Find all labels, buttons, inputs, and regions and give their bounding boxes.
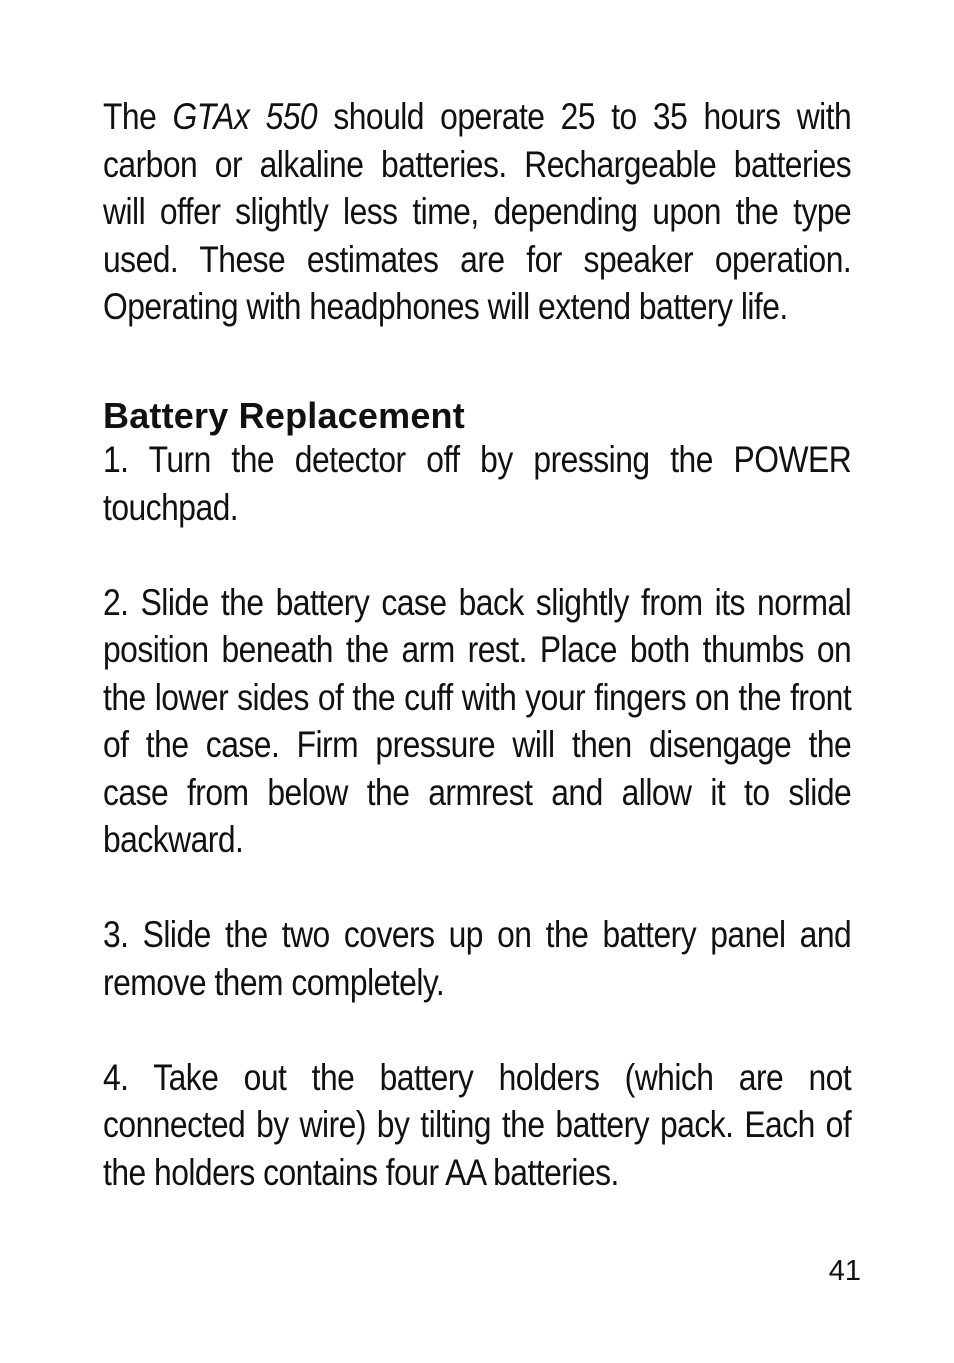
step-4: 4. Take out the battery holders (which are not connected by wire) by tilting the battery pack. Each of the holders contains four AA batteries. (103, 1056, 852, 1193)
paragraph-spacer (103, 1006, 851, 1054)
intro-paragraph (103, 93, 851, 331)
step-3: 3. Slide the two covers up on the battery panel and remove them completely. (103, 914, 852, 1003)
model-name: GTAx 550 (172, 96, 318, 137)
paragraph-spacer (103, 531, 851, 579)
page-number: 41 (828, 1255, 861, 1287)
intro-text-start: The (103, 96, 173, 137)
intro-text-rest: should operate 25 to 35 hours with carbon or alkaline batteries. Rechargeable batteries will offer slightly less time, depending upon the type used. These estimates are for speaker operation. Operating with headphones will extend battery life. (103, 96, 852, 327)
section-heading: Battery Replacement (103, 395, 465, 436)
step-1: 1. Turn the detector off by pressing the POWER touchpad. (103, 439, 852, 528)
step-2: 2. Slide the battery case back slightly from its normal position beneath the arm rest. Place both thumbs on the lower sides of the cuff with your fingers on the front of the case. Firm pressure will then disengage the case from below the armrest and allow it to slide backward. (103, 581, 852, 860)
paragraph-spacer (103, 864, 851, 912)
manual-page-content (103, 93, 851, 1196)
paragraph-spacer (103, 331, 851, 379)
